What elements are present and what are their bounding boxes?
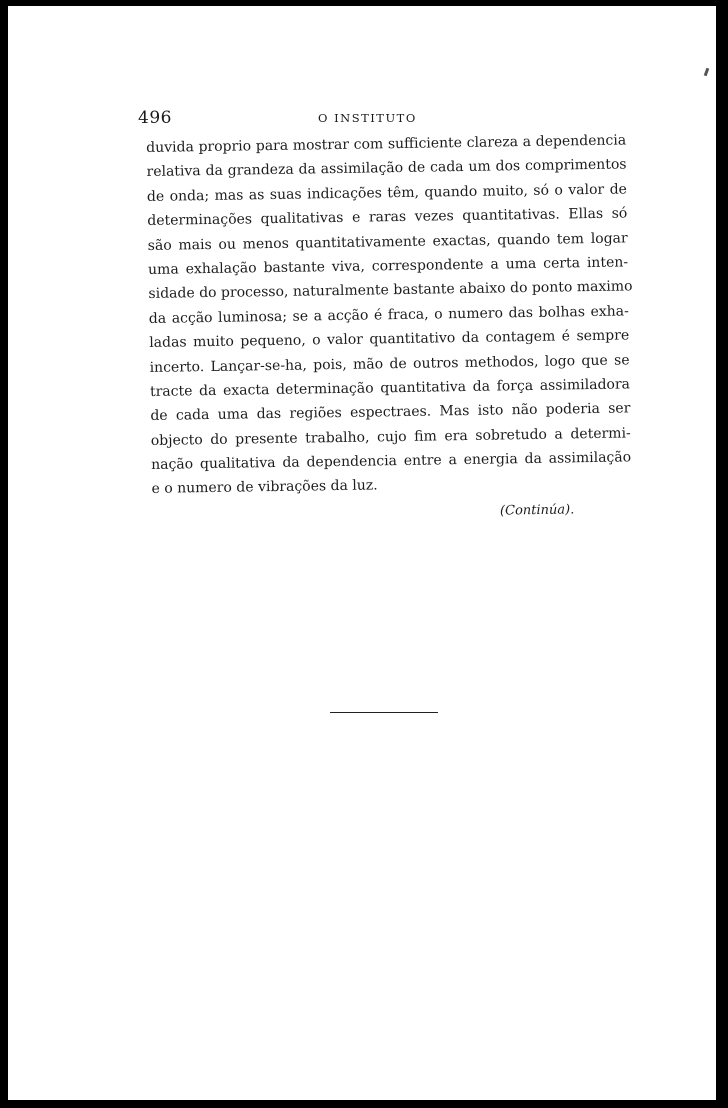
text-line: sidade do processo, naturalmente bastante abaixo do ponto maximo xyxy=(148,278,633,303)
text-line: da acção luminosa; se a acção é fraca, o numero das bolhas exha- xyxy=(148,303,629,327)
body-paragraph xyxy=(146,128,632,501)
text-line: de cada uma das regiões espectraes. Mas isto não poderia ser xyxy=(150,400,631,425)
text-line: tracte da exacta determinação quantitativa da força assimiladora xyxy=(149,376,631,400)
continuation-note: (Continúa). xyxy=(499,502,575,519)
text-line: determinações qualitativas e raras vezes quantitativas. Ellas só xyxy=(147,205,628,230)
text-line: incerto. Lançar-se-ha, pois, mão de outros methodos, logo que se xyxy=(149,351,630,376)
page-number: 496 xyxy=(138,108,172,128)
book-page xyxy=(8,6,716,1100)
text-line: e o numero de vibrações da luz. xyxy=(151,477,378,498)
text-line: nação qualitativa da dependencia entre a energia da assimilação xyxy=(151,449,632,474)
page-header xyxy=(138,108,608,132)
text-line: são mais ou menos quantitativamente exactas, quando tem logar xyxy=(147,230,628,254)
running-title: O INSTITUTO xyxy=(318,111,417,125)
text-line: ladas muito pequeno, o valor quantitativo da contagem é sempre xyxy=(149,327,630,352)
text-line: uma exhalação bastante viva, correspondente a uma certa inten- xyxy=(147,254,629,278)
section-rule xyxy=(330,712,438,713)
text-line: objecto do presente trabalho, cujo fim era sobretudo a determi- xyxy=(150,425,631,449)
text-line: de onda; mas as suas indicações têm, quando muito, só o valor de xyxy=(146,181,628,205)
scan-speck xyxy=(704,68,710,77)
text-line: relativa da grandeza da assimilação de cada um dos comprimentos xyxy=(146,156,627,181)
text-line: duvida proprio para mostrar com sufficiente clareza a dependencia xyxy=(146,132,627,156)
